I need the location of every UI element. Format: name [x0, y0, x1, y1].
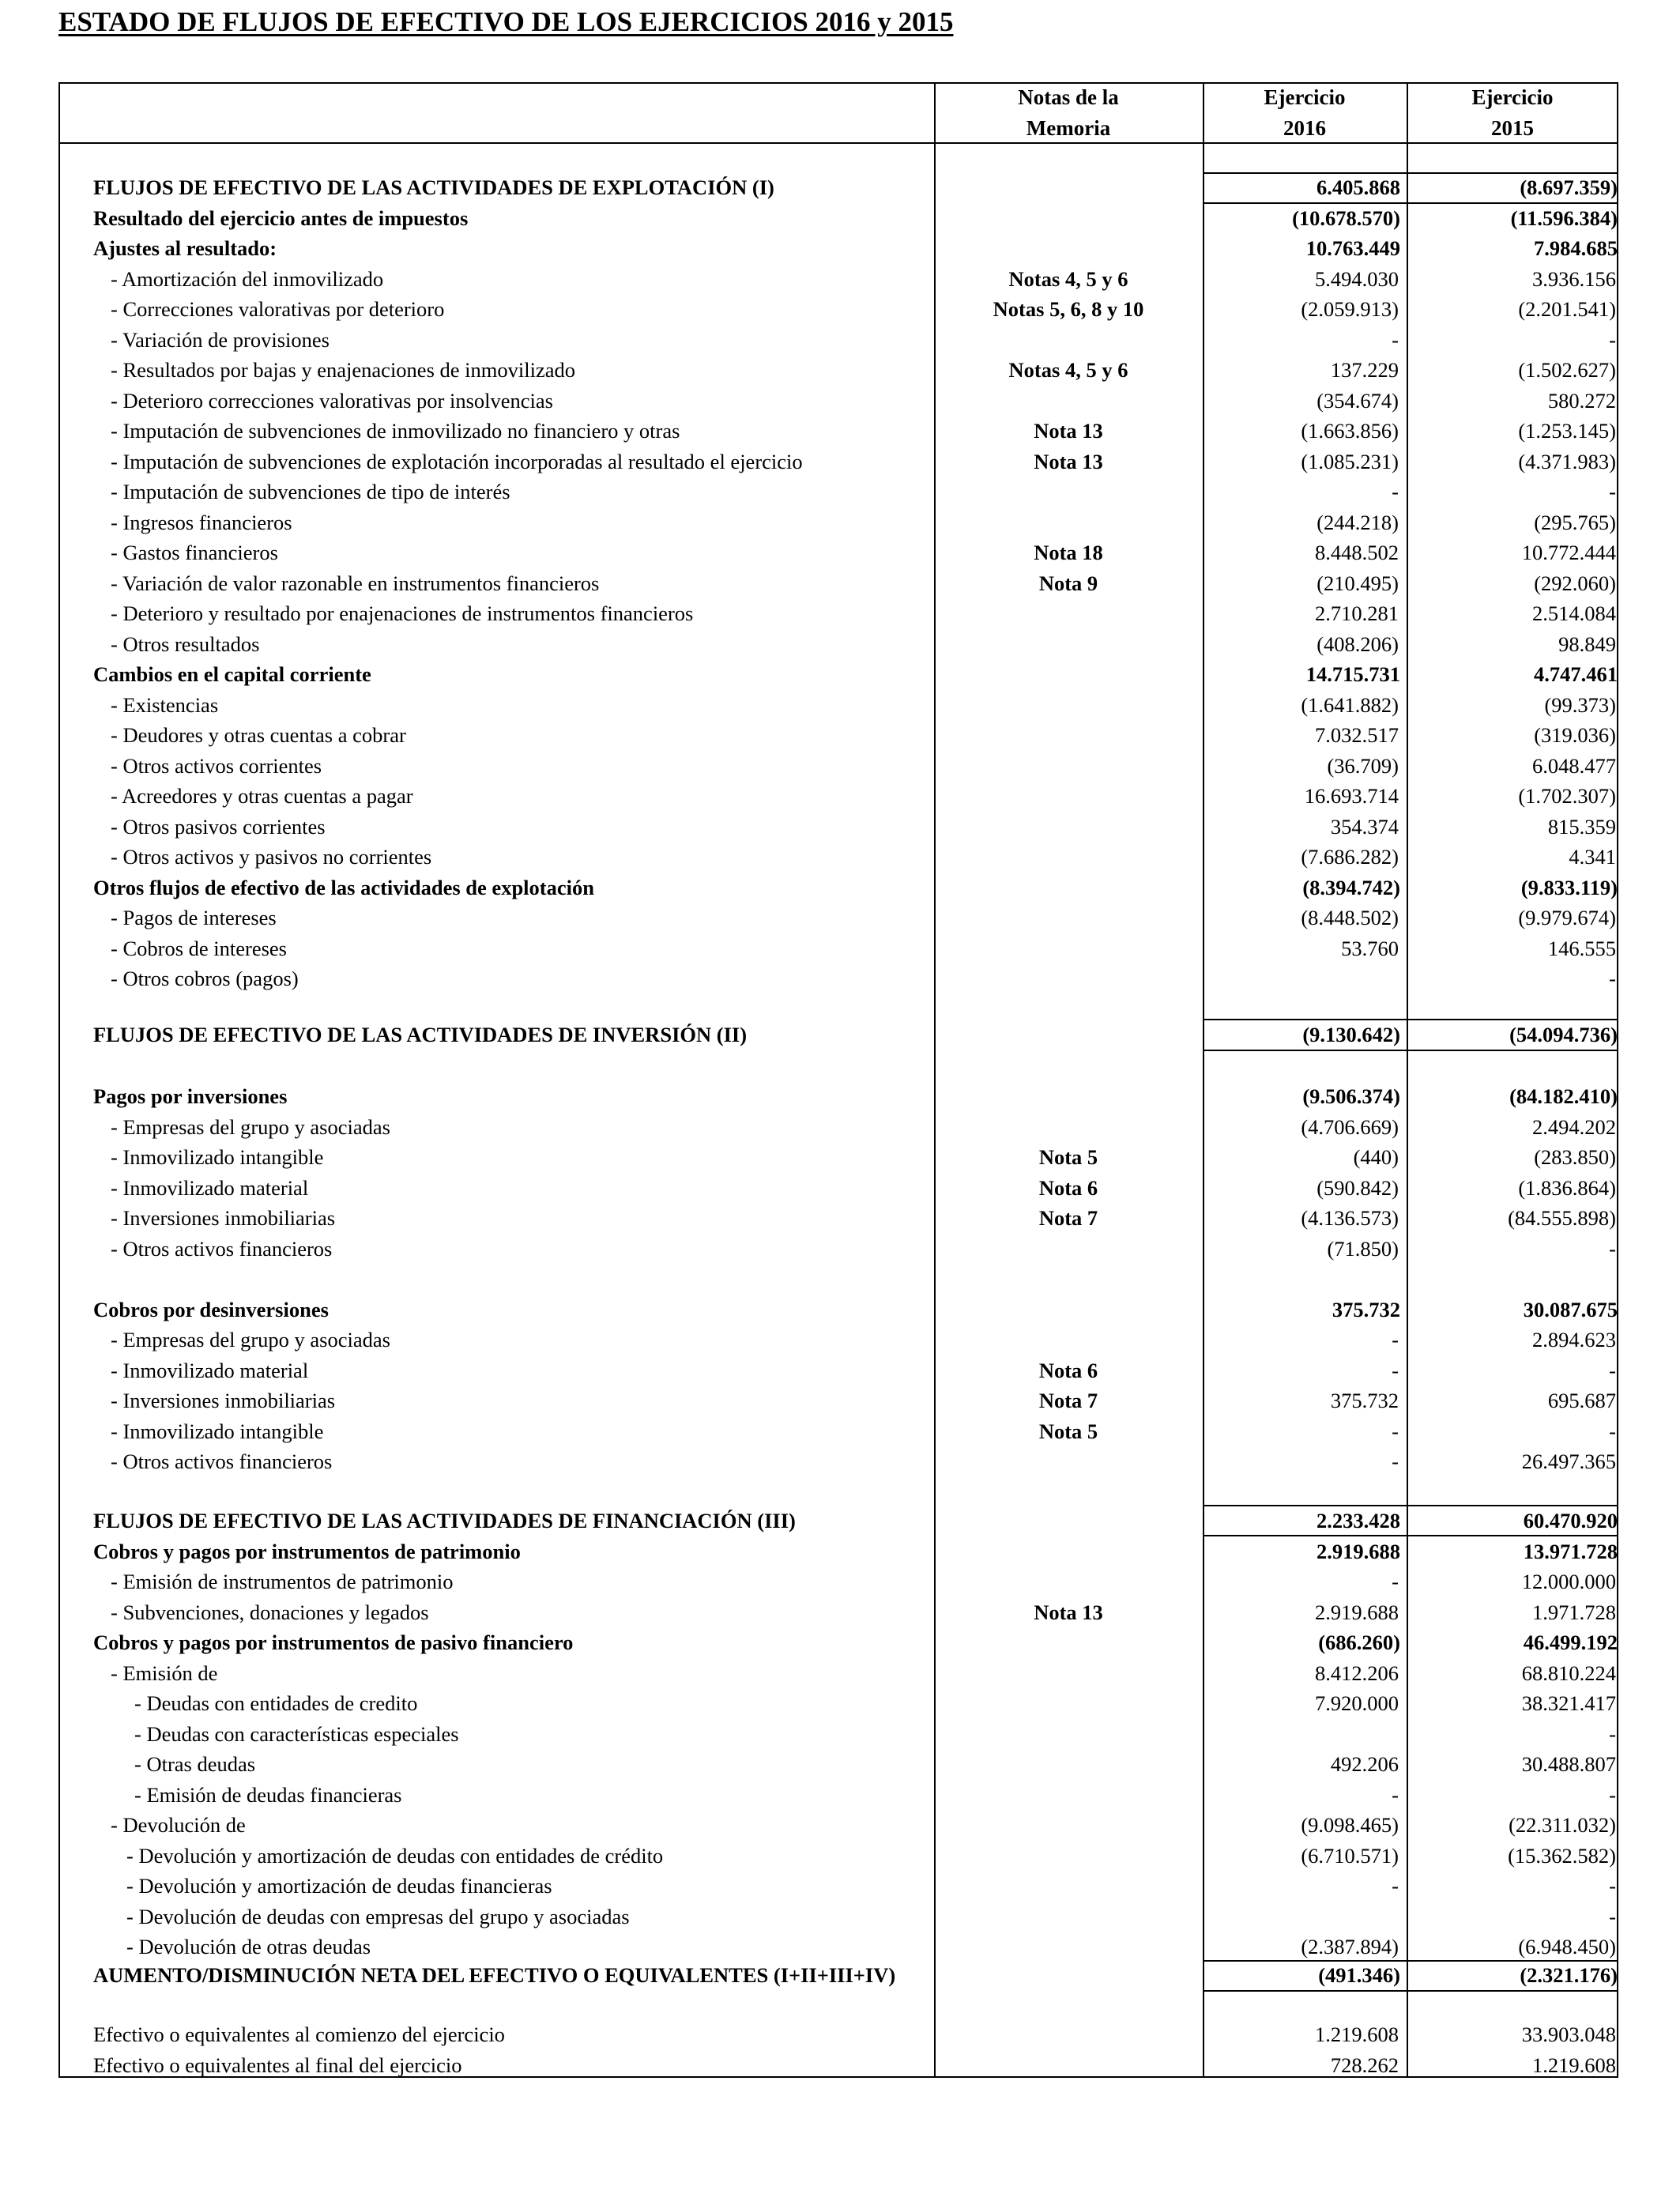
row-label: - Imputación de subvenciones de tipo de interés: [111, 480, 510, 503]
row-label: - Otros resultados: [111, 631, 260, 656]
table-row: [0, 963, 1680, 994]
header-notes-line1: Notas de la: [1018, 85, 1119, 109]
table-row: [0, 1536, 1680, 1567]
row-label: Pagos por inversiones: [93, 1084, 288, 1108]
row-value-2016: -: [1392, 1449, 1399, 1473]
row-label: - Pagos de intereses: [111, 906, 277, 929]
row-value-2015: (54.094.736): [1509, 1023, 1618, 1046]
row-value-2016: 7.920.000: [1315, 1691, 1399, 1715]
row-value-2015: (15.362.582): [1508, 1843, 1616, 1868]
row-value-2016: (9.098.465): [1301, 1813, 1399, 1837]
row-value-2015: -: [1609, 1904, 1616, 1928]
row-value-2016: 2.919.688: [1315, 1600, 1399, 1624]
row-note: Nota 6: [1038, 1358, 1098, 1382]
row-value-2016: (210.495): [1317, 571, 1399, 595]
row-value-2015: -: [1609, 327, 1616, 352]
table-row: [0, 294, 1680, 325]
row-label: - Emisión de: [111, 1661, 218, 1685]
row-value-2015: -: [1609, 1419, 1616, 1443]
row-value-2016: (7.686.282): [1301, 845, 1399, 869]
table-row: [0, 1416, 1680, 1447]
row-label: - Devolución de: [111, 1813, 246, 1837]
table-row: [0, 873, 1680, 903]
table-row: [0, 1325, 1680, 1355]
row-value-2016: 16.693.714: [1304, 784, 1399, 808]
table-row: [0, 1871, 1680, 1902]
row-value-2015: 1.971.728: [1532, 1600, 1616, 1624]
table-row: [0, 1932, 1680, 1962]
row-value-2016: (4.136.573): [1301, 1206, 1399, 1230]
table-row: [0, 1506, 1680, 1536]
table-row: [0, 1446, 1680, 1477]
row-value-2016: (2.387.894): [1301, 1935, 1399, 1958]
row-label: - Devolución de otras deudas: [126, 1935, 371, 1958]
row-value-2015: -: [1609, 1236, 1616, 1261]
row-label: - Empresas del grupo y asociadas: [111, 1328, 390, 1351]
row-value-2016: (8.448.502): [1301, 906, 1399, 929]
row-label: - Variación de provisiones: [111, 327, 330, 352]
row-note: Notas 5, 6, 8 y 10: [993, 297, 1144, 321]
row-label: Cobros por desinversiones: [93, 1297, 329, 1321]
table-row: [0, 386, 1680, 417]
row-label: - Otros activos financieros: [111, 1236, 333, 1261]
row-value-2016: (1.085.231): [1301, 449, 1399, 473]
row-value-2015: 815.359: [1547, 814, 1616, 839]
row-label: - Deudas con entidades de credito: [134, 1691, 418, 1715]
row-value-2015: (22.311.032): [1509, 1813, 1616, 1837]
row-label: FLUJOS DE EFECTIVO DE LAS ACTIVIDADES DE INVERSIÓN (II): [93, 1023, 748, 1046]
row-value-2015: -: [1609, 1782, 1616, 1807]
row-note: Nota 9: [1038, 571, 1098, 595]
row-value-2015: (6.948.450): [1518, 1935, 1616, 1958]
row-value-2015: (292.060): [1534, 571, 1616, 595]
row-value-2016: (36.709): [1327, 753, 1399, 778]
table-row: [0, 1203, 1680, 1234]
row-label: Ajustes al resultado:: [93, 236, 277, 260]
table-row: [0, 690, 1680, 721]
row-value-2016: (491.346): [1318, 1963, 1400, 1987]
row-value-2016: 137.229: [1330, 358, 1399, 382]
row-value-2016: 2.710.281: [1315, 601, 1399, 625]
row-label: - Inversiones inmobiliarias: [111, 1389, 336, 1412]
table-row: [0, 1688, 1680, 1719]
row-label: - Deudores y otras cuentas a cobrar: [111, 723, 406, 747]
row-label: - Inversiones inmobiliarias: [111, 1206, 336, 1230]
row-value-2016: 1.219.608: [1315, 2022, 1399, 2046]
row-value-2015: (9.979.674): [1518, 906, 1616, 929]
header-2016: [1203, 82, 1407, 143]
row-value-2016: -: [1392, 327, 1399, 352]
table-row: [0, 629, 1680, 660]
row-label: - Inmovilizado intangible: [111, 1145, 324, 1169]
table-row: [0, 1597, 1680, 1628]
row-value-2015: (2.321.176): [1520, 1963, 1618, 1987]
row-label: - Subvenciones, donaciones y legados: [111, 1600, 429, 1624]
row-note: Nota 13: [1034, 419, 1103, 443]
table-row: [0, 842, 1680, 873]
table-row: [0, 1234, 1680, 1265]
table-row: [0, 1566, 1680, 1597]
row-label: - Otras deudas: [134, 1752, 256, 1776]
row-value-2015: 6.048.477: [1532, 753, 1616, 778]
row-value-2015: -: [1609, 1358, 1616, 1382]
row-value-2015: 60.470.920: [1523, 1509, 1618, 1532]
row-label: - Deudas con características especiales: [134, 1721, 459, 1746]
row-value-2015: 2.494.202: [1532, 1114, 1616, 1139]
row-value-2016: (71.850): [1327, 1236, 1399, 1261]
row-label: - Amortización del inmovilizado: [111, 266, 384, 291]
table-row: [0, 355, 1680, 386]
table-row: [0, 812, 1680, 843]
row-label: Cobros y pagos por instrumentos de pasivo financiero: [93, 1630, 574, 1654]
row-value-2016: -: [1392, 1570, 1399, 1593]
row-value-2016: 375.732: [1332, 1297, 1400, 1321]
row-note: Nota 5: [1038, 1145, 1098, 1169]
table-row: [0, 2050, 1680, 2081]
row-value-2015: (84.182.410): [1509, 1084, 1618, 1108]
row-value-2016: 53.760: [1341, 936, 1399, 960]
table-row: [0, 1658, 1680, 1689]
header-notes: [934, 82, 1203, 143]
row-value-2016: (686.260): [1318, 1630, 1400, 1654]
row-value-2015: (11.596.384): [1510, 205, 1618, 230]
row-value-2015: 2.894.623: [1532, 1328, 1616, 1351]
table-row: [0, 264, 1680, 295]
row-label: - Correcciones valorativas por deterioro: [111, 297, 445, 321]
row-value-2016: 8.412.206: [1315, 1661, 1399, 1685]
row-label: - Otros activos financieros: [111, 1449, 333, 1473]
row-value-2016: -: [1392, 1419, 1399, 1443]
table-row: [0, 1960, 1680, 1991]
row-value-2016: 5.494.030: [1315, 266, 1399, 291]
row-value-2016: 728.262: [1330, 2053, 1399, 2077]
row-label: - Emisión de instrumentos de patrimonio: [111, 1570, 454, 1593]
row-value-2015: (99.373): [1544, 692, 1616, 717]
table-row: [0, 1719, 1680, 1750]
row-value-2016: (354.674): [1317, 388, 1399, 413]
row-value-2015: 12.000.000: [1521, 1570, 1616, 1593]
row-label: - Imputación de subvenciones de explotación incorporadas al resultado el ejercicio: [111, 449, 803, 473]
row-value-2016: (4.706.669): [1301, 1114, 1399, 1139]
row-value-2016: 6.405.868: [1317, 175, 1400, 199]
row-value-2016: (244.218): [1317, 510, 1399, 534]
row-value-2015: (84.555.898): [1508, 1206, 1616, 1230]
row-value-2015: 30.087.675: [1523, 1297, 1618, 1321]
header-notes-line2: Memoria: [1026, 115, 1111, 140]
table-row: [0, 477, 1680, 507]
table-row: [0, 507, 1680, 538]
row-value-2015: 46.499.192: [1523, 1630, 1618, 1654]
table-row: [0, 1627, 1680, 1658]
table-row: [0, 1355, 1680, 1386]
row-value-2015: 33.903.048: [1521, 2022, 1616, 2046]
page-title: ESTADO DE FLUJOS DE EFECTIVO DE LOS EJERCICIOS 2016 y 2015: [58, 6, 954, 37]
row-value-2015: 30.488.807: [1521, 1752, 1616, 1776]
row-value-2016: -: [1392, 1782, 1399, 1807]
row-value-2016: (590.842): [1317, 1175, 1399, 1200]
row-value-2016: (1.641.882): [1301, 692, 1399, 717]
row-label: - Cobros de intereses: [111, 936, 287, 960]
table-row: [0, 416, 1680, 447]
row-value-2015: 7.984.685: [1534, 236, 1618, 260]
table-row: [0, 1902, 1680, 1932]
table-row: [0, 1841, 1680, 1872]
row-label: - Empresas del grupo y asociadas: [111, 1114, 390, 1139]
table-row: [0, 1780, 1680, 1811]
row-label: - Gastos financieros: [111, 541, 278, 564]
row-value-2015: (283.850): [1534, 1145, 1616, 1169]
table-row: [0, 537, 1680, 568]
row-label: - Devolución y amortización de deudas con entidades de crédito: [126, 1843, 664, 1868]
table-row: [0, 659, 1680, 690]
row-note: Nota 13: [1034, 1600, 1103, 1624]
row-value-2016: (1.663.856): [1301, 419, 1399, 443]
row-value-2015: (1.702.307): [1518, 784, 1616, 808]
row-value-2016: (8.394.742): [1302, 875, 1400, 899]
row-note: Nota 18: [1034, 541, 1103, 564]
table-row: [0, 203, 1680, 234]
row-value-2015: (295.765): [1534, 510, 1616, 534]
row-label: - Devolución de deudas con empresas del grupo y asociadas: [126, 1904, 630, 1928]
table-row: [0, 447, 1680, 477]
row-value-2016: (10.678.570): [1292, 205, 1400, 230]
row-value-2016: -: [1392, 480, 1399, 503]
header-2016-line2: 2016: [1283, 115, 1326, 140]
row-value-2016: -: [1392, 1874, 1399, 1898]
row-value-2015: -: [1609, 1874, 1616, 1898]
row-label: - Ingresos financieros: [111, 510, 292, 534]
row-value-2016: 10.763.449: [1305, 236, 1400, 260]
table-row: [0, 1081, 1680, 1112]
table-row: [0, 903, 1680, 933]
table-row: [0, 720, 1680, 751]
row-label: - Otros activos corrientes: [111, 753, 322, 778]
row-note: Nota 6: [1038, 1175, 1098, 1200]
row-note: Nota 13: [1034, 449, 1103, 473]
table-row: [0, 1749, 1680, 1780]
row-value-2015: -: [1609, 1721, 1616, 1746]
row-label: - Variación de valor razonable en instrumentos financieros: [111, 571, 600, 595]
row-value-2016: 354.374: [1330, 814, 1399, 839]
row-label: - Acreedores y otras cuentas a pagar: [111, 784, 413, 808]
row-label: Cambios en el capital corriente: [93, 662, 371, 686]
table-row: [0, 1295, 1680, 1325]
row-label: - Devolución y amortización de deudas financieras: [126, 1874, 552, 1898]
row-value-2016: (2.059.913): [1301, 297, 1399, 321]
row-value-2016: 375.732: [1330, 1389, 1399, 1412]
table-row: [0, 568, 1680, 599]
row-value-2016: 492.206: [1330, 1752, 1399, 1776]
row-value-2015: (1.836.864): [1518, 1175, 1616, 1200]
row-value-2015: (4.371.983): [1518, 449, 1616, 473]
row-label: - Inmovilizado intangible: [111, 1419, 324, 1443]
row-label: FLUJOS DE EFECTIVO DE LAS ACTIVIDADES DE EXPLOTACIÓN (I): [93, 175, 774, 199]
row-label: - Existencias: [111, 692, 219, 717]
row-note: Nota 7: [1038, 1206, 1098, 1230]
row-value-2016: (9.130.642): [1302, 1023, 1400, 1046]
row-value-2016: 2.233.428: [1317, 1509, 1400, 1532]
table-row: [0, 1173, 1680, 1204]
row-value-2015: (8.697.359): [1520, 175, 1618, 199]
header-2015-line2: 2015: [1491, 115, 1534, 140]
table-row: [0, 325, 1680, 356]
row-label: Efectivo o equivalentes al comienzo del ejercicio: [93, 2022, 505, 2046]
row-value-2016: (6.710.571): [1301, 1843, 1399, 1868]
row-label: - Otros cobros (pagos): [111, 967, 299, 990]
row-value-2015: 695.687: [1547, 1389, 1616, 1412]
row-value-2015: 2.514.084: [1532, 601, 1616, 625]
row-value-2015: 580.272: [1547, 388, 1616, 413]
row-value-2015: 38.321.417: [1521, 1691, 1616, 1715]
row-label: - Deterioro correcciones valorativas por insolvencias: [111, 388, 553, 413]
row-value-2015: 3.936.156: [1532, 266, 1616, 291]
table-row: [0, 1810, 1680, 1841]
row-value-2016: -: [1392, 1358, 1399, 1382]
row-label: Resultado del ejercicio antes de impuestos: [93, 205, 469, 230]
row-value-2015: 26.497.365: [1521, 1449, 1616, 1473]
header-2015: [1407, 82, 1618, 143]
table-row: [0, 2019, 1680, 2050]
row-value-2015: 1.219.608: [1532, 2053, 1616, 2077]
row-value-2016: 2.919.688: [1317, 1539, 1400, 1563]
row-label: Cobros y pagos por instrumentos de patrimonio: [93, 1539, 521, 1563]
table-row: [0, 1020, 1680, 1050]
row-value-2015: (9.833.119): [1520, 875, 1618, 899]
row-value-2016: 14.715.731: [1305, 662, 1400, 686]
row-note: Nota 7: [1038, 1389, 1098, 1412]
row-value-2015: 10.772.444: [1521, 541, 1616, 564]
row-value-2015: (2.201.541): [1518, 297, 1616, 321]
row-label: Otros flujos de efectivo de las actividades de explotación: [93, 875, 594, 899]
row-value-2015: 13.971.728: [1523, 1539, 1618, 1563]
row-value-2016: (408.206): [1317, 631, 1399, 656]
table-row: [0, 781, 1680, 812]
table-row: [0, 751, 1680, 782]
row-value-2015: 4.341: [1569, 845, 1616, 869]
row-value-2015: (1.253.145): [1518, 419, 1616, 443]
header-2015-line1: Ejercicio: [1471, 85, 1554, 109]
table-row: [0, 933, 1680, 964]
row-value-2015: 98.849: [1558, 631, 1616, 656]
row-value-2015: -: [1609, 480, 1616, 503]
row-label: - Deterioro y resultado por enajenaciones de instrumentos financieros: [111, 601, 694, 625]
row-label: AUMENTO/DISMINUCIÓN NETA DEL EFECTIVO O EQUIVALENTES (I+II+III+IV): [93, 1963, 896, 1987]
table-row: [0, 172, 1680, 203]
row-note: Nota 5: [1038, 1419, 1098, 1443]
row-value-2016: 7.032.517: [1315, 723, 1399, 747]
row-label: Efectivo o equivalentes al final del ejercicio: [93, 2053, 462, 2077]
row-label: - Resultados por bajas y enajenaciones de inmovilizado: [111, 358, 575, 382]
table-row: [0, 1112, 1680, 1143]
row-note: Notas 4, 5 y 6: [1008, 358, 1128, 382]
table-row: [0, 598, 1680, 629]
row-value-2016: (440): [1353, 1145, 1399, 1169]
row-value-2015: -: [1609, 967, 1616, 990]
row-label: - Inmovilizado material: [111, 1175, 309, 1200]
row-value-2015: 4.747.461: [1534, 662, 1618, 686]
row-value-2016: -: [1392, 1328, 1399, 1351]
table-row: [0, 233, 1680, 264]
row-value-2016: 8.448.502: [1315, 541, 1399, 564]
row-label: - Otros pasivos corrientes: [111, 814, 326, 839]
row-value-2015: (1.502.627): [1518, 358, 1616, 382]
table-row: [0, 1142, 1680, 1173]
row-note: Notas 4, 5 y 6: [1008, 266, 1128, 291]
header-2016-line1: Ejercicio: [1264, 85, 1346, 109]
row-value-2015: 146.555: [1547, 936, 1616, 960]
row-label: - Emisión de deudas financieras: [134, 1782, 402, 1807]
row-label: - Otros activos y pasivos no corrientes: [111, 845, 432, 869]
row-label: - Imputación de subvenciones de inmovilizado no financiero y otras: [111, 419, 680, 443]
row-value-2015: 68.810.224: [1521, 1661, 1616, 1685]
row-label: - Inmovilizado material: [111, 1358, 309, 1382]
row-value-2015: (319.036): [1534, 723, 1616, 747]
row-label: FLUJOS DE EFECTIVO DE LAS ACTIVIDADES DE FINANCIACIÓN (III): [93, 1509, 796, 1532]
row-value-2016: (9.506.374): [1302, 1084, 1400, 1108]
table-row: [0, 1385, 1680, 1416]
